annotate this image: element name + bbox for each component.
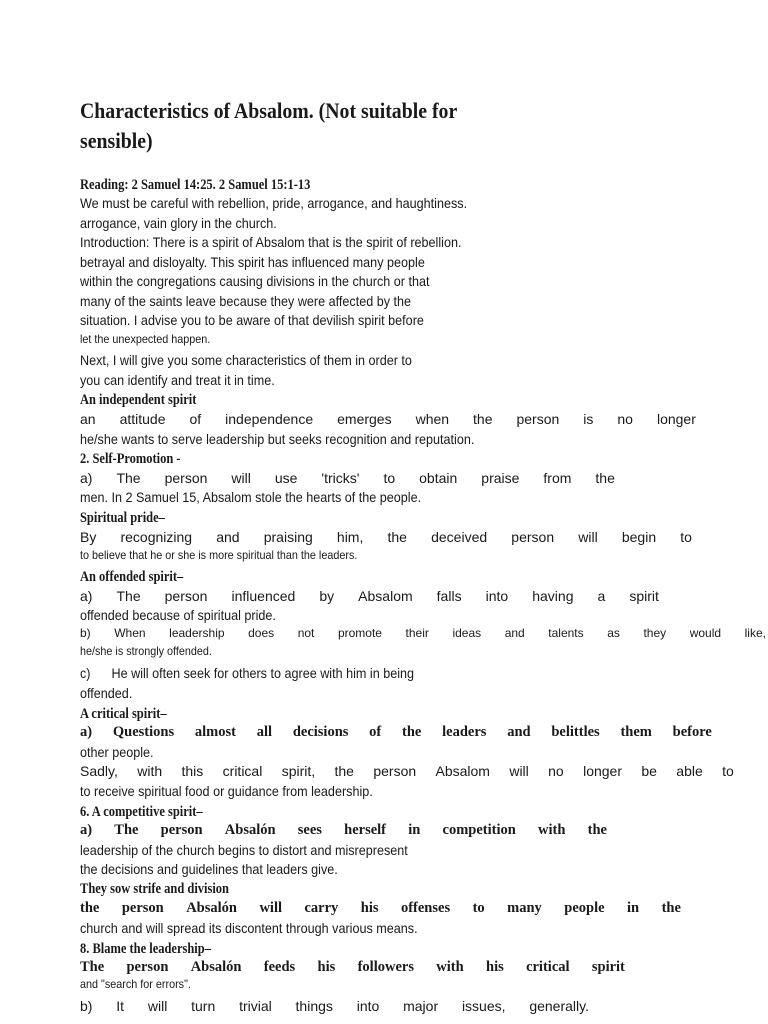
body-line: arrogance, vain glory in the church. bbox=[80, 215, 277, 231]
word: deceived bbox=[431, 529, 488, 545]
justified-line bbox=[80, 410, 696, 428]
body-line: situation. I advise you to be aware of that devilish spirit before bbox=[80, 312, 424, 328]
justified-line bbox=[80, 469, 615, 487]
word: recognizing bbox=[120, 529, 193, 545]
word: person bbox=[164, 588, 208, 604]
word: falls bbox=[436, 588, 462, 604]
word: no bbox=[548, 763, 564, 779]
word: would bbox=[689, 626, 722, 640]
word: critical bbox=[526, 959, 570, 975]
word: into bbox=[485, 588, 509, 604]
word: in bbox=[627, 900, 640, 916]
word: Sadly, bbox=[80, 763, 118, 779]
word: not bbox=[297, 626, 315, 640]
body-line: offended because of spiritual pride. bbox=[80, 607, 276, 623]
body-line: leadership of the church begins to distort and misrepresent bbox=[80, 842, 408, 858]
body-line: men. In 2 Samuel 15, Absalom stole the hearts of the people. bbox=[80, 489, 422, 505]
word: the bbox=[80, 900, 100, 916]
word: Absalón bbox=[186, 900, 237, 916]
body-line: offended. bbox=[80, 685, 133, 701]
body-line: many of the saints leave because they were affected by the bbox=[80, 293, 412, 309]
word: as bbox=[607, 626, 620, 640]
word: will bbox=[509, 763, 529, 779]
reading-reference: Reading: 2 Samuel 14:25. 2 Samuel 15:1-13 bbox=[80, 177, 311, 193]
word: herself bbox=[344, 822, 387, 838]
word: generally. bbox=[529, 998, 589, 1014]
word: of bbox=[189, 411, 202, 427]
word: and bbox=[216, 529, 240, 545]
word: influenced bbox=[231, 588, 296, 604]
word: the bbox=[387, 529, 407, 545]
word: leadership bbox=[169, 626, 225, 640]
body-line: let the unexpected happen. bbox=[80, 332, 211, 346]
word: to bbox=[722, 763, 734, 779]
word: begin bbox=[621, 529, 657, 545]
word: spirit bbox=[629, 588, 659, 604]
body-line: other people. bbox=[80, 744, 154, 760]
word: a) bbox=[80, 724, 93, 740]
word: this bbox=[181, 763, 204, 779]
word: with bbox=[137, 763, 163, 779]
word: belittles bbox=[551, 724, 600, 740]
word: Questions bbox=[112, 724, 175, 740]
word: competition bbox=[442, 822, 516, 838]
word: and bbox=[504, 626, 525, 640]
word: a) bbox=[80, 588, 93, 604]
body-line: he/she wants to serve leadership but seeks recognition and reputation. bbox=[80, 431, 475, 447]
word: trivial bbox=[239, 998, 272, 1014]
justified-line bbox=[80, 587, 659, 605]
word: spirit bbox=[591, 959, 625, 975]
word: the bbox=[595, 470, 615, 486]
word: Absalom bbox=[358, 588, 413, 604]
word: The bbox=[116, 588, 141, 604]
section-heading: They sow strife and division bbox=[80, 881, 229, 897]
word: person bbox=[121, 900, 164, 916]
word: issues, bbox=[461, 998, 506, 1014]
word: praising bbox=[263, 529, 313, 545]
body-line: Next, I will give you some characteristics of them in order to bbox=[80, 352, 412, 368]
word: 'tricks' bbox=[321, 470, 360, 486]
justified-line bbox=[80, 997, 589, 1015]
word: them bbox=[620, 724, 652, 740]
word: many bbox=[507, 900, 542, 916]
word: having bbox=[532, 588, 574, 604]
word: the bbox=[473, 411, 493, 427]
word: will bbox=[231, 470, 251, 486]
word: the bbox=[587, 822, 607, 838]
word: b) bbox=[80, 998, 93, 1014]
body-line: to believe that he or she is more spiritual than the leaders. bbox=[80, 548, 358, 562]
body-line: and "search for errors". bbox=[80, 977, 191, 991]
word: like, bbox=[744, 626, 766, 640]
word: feeds bbox=[263, 959, 296, 975]
word: The bbox=[80, 959, 105, 975]
word: person bbox=[160, 822, 203, 838]
word: promote bbox=[337, 626, 382, 640]
body-line: he/she is strongly offended. bbox=[80, 644, 212, 658]
word: no bbox=[617, 411, 633, 427]
document-title: Characteristics of Absalom. (Not suitable for sensible) bbox=[80, 98, 457, 153]
body-line: you can identify and treat it in time. bbox=[80, 372, 275, 388]
word: praise bbox=[481, 470, 520, 486]
word: a) bbox=[80, 822, 93, 838]
body-line: church and will spread its discontent through various means. bbox=[80, 920, 418, 936]
word: Absalón bbox=[190, 959, 242, 975]
word: person bbox=[373, 763, 417, 779]
body-line: the decisions and guidelines that leaders give. bbox=[80, 861, 338, 877]
word: talents bbox=[548, 626, 584, 640]
word: with bbox=[538, 822, 566, 838]
word: of bbox=[369, 724, 382, 740]
body-line: to receive spiritual food or guidance from leadership. bbox=[80, 783, 373, 799]
word: they bbox=[643, 626, 667, 640]
word: major bbox=[403, 998, 439, 1014]
justified-line bbox=[80, 626, 766, 641]
word: be bbox=[641, 763, 657, 779]
section-heading: An independent spirit bbox=[80, 392, 197, 408]
word: things bbox=[295, 998, 333, 1014]
word: when bbox=[415, 411, 450, 427]
word: Absalón bbox=[224, 822, 276, 838]
word: The bbox=[116, 470, 141, 486]
word: person bbox=[511, 529, 555, 545]
section-heading: A critical spirit– bbox=[80, 706, 167, 722]
word: will bbox=[578, 529, 598, 545]
word: an bbox=[80, 411, 96, 427]
word: to bbox=[680, 529, 692, 545]
word: Absalom bbox=[435, 763, 490, 779]
word: a) bbox=[80, 470, 93, 486]
word: people bbox=[564, 900, 605, 916]
body-line: Introduction: There is a spirit of Absalom that is the spirit of rebellion. bbox=[80, 234, 462, 250]
word: by bbox=[319, 588, 335, 604]
word: independence bbox=[225, 411, 314, 427]
word: emerges bbox=[337, 411, 392, 427]
word: attitude bbox=[119, 411, 166, 427]
word: his bbox=[360, 900, 379, 916]
word: The bbox=[114, 822, 139, 838]
word: almost bbox=[194, 724, 236, 740]
word: carry bbox=[304, 900, 339, 916]
word: decisions bbox=[292, 724, 349, 740]
word: ideas bbox=[452, 626, 482, 640]
word: is bbox=[583, 411, 594, 427]
justified-line bbox=[80, 762, 734, 780]
section-heading: An offended spirit– bbox=[80, 569, 184, 585]
word: before bbox=[672, 724, 712, 740]
word: critical bbox=[222, 763, 263, 779]
word: leaders bbox=[442, 724, 487, 740]
word: use bbox=[274, 470, 298, 486]
word: their bbox=[405, 626, 429, 640]
word: offenses bbox=[400, 900, 451, 916]
word: the bbox=[334, 763, 354, 779]
word: longer bbox=[656, 411, 696, 427]
word: a bbox=[597, 588, 606, 604]
section-heading: 8. Blame the leadership– bbox=[80, 941, 211, 957]
word: to bbox=[472, 900, 485, 916]
word: will bbox=[147, 998, 168, 1014]
word: person bbox=[164, 470, 208, 486]
word: person bbox=[516, 411, 560, 427]
word: able bbox=[676, 763, 703, 779]
section-heading: 6. A competitive spirit– bbox=[80, 804, 203, 820]
word: in bbox=[408, 822, 421, 838]
word: followers bbox=[357, 959, 414, 975]
justified-line bbox=[80, 821, 607, 839]
word: spirit, bbox=[281, 763, 316, 779]
justified-line bbox=[80, 958, 625, 976]
justified-line bbox=[80, 899, 681, 917]
word: his bbox=[486, 959, 504, 975]
word: It bbox=[116, 998, 125, 1014]
word: sees bbox=[297, 822, 322, 838]
section-heading: Spiritual pride– bbox=[80, 510, 165, 526]
word: longer bbox=[583, 763, 622, 779]
word: the bbox=[402, 724, 422, 740]
justified-line bbox=[80, 528, 692, 546]
section-heading: 2. Self-Promotion - bbox=[80, 451, 181, 467]
word: all bbox=[256, 724, 273, 740]
body-line: c) He will often seek for others to agree with him in being bbox=[80, 665, 415, 681]
word: and bbox=[507, 724, 531, 740]
word: turn bbox=[191, 998, 216, 1014]
word: obtain bbox=[419, 470, 458, 486]
word: b) bbox=[80, 626, 91, 640]
word: to bbox=[383, 470, 396, 486]
body-line: betrayal and disloyalty. This spirit has influenced many people bbox=[80, 254, 425, 270]
word: from bbox=[543, 470, 572, 486]
word: him, bbox=[336, 529, 364, 545]
word: does bbox=[248, 626, 275, 640]
word: his bbox=[317, 959, 336, 975]
body-line: within the congregations causing divisions in the church or that bbox=[80, 273, 430, 289]
word: into bbox=[356, 998, 380, 1014]
word: will bbox=[259, 900, 282, 916]
word: with bbox=[436, 959, 464, 975]
justified-line bbox=[80, 723, 712, 741]
word: When bbox=[114, 626, 146, 640]
word: By bbox=[80, 529, 97, 545]
word: the bbox=[661, 900, 681, 916]
word: person bbox=[126, 959, 169, 975]
body-line: We must be careful with rebellion, pride, arrogance, and haughtiness. bbox=[80, 195, 468, 211]
